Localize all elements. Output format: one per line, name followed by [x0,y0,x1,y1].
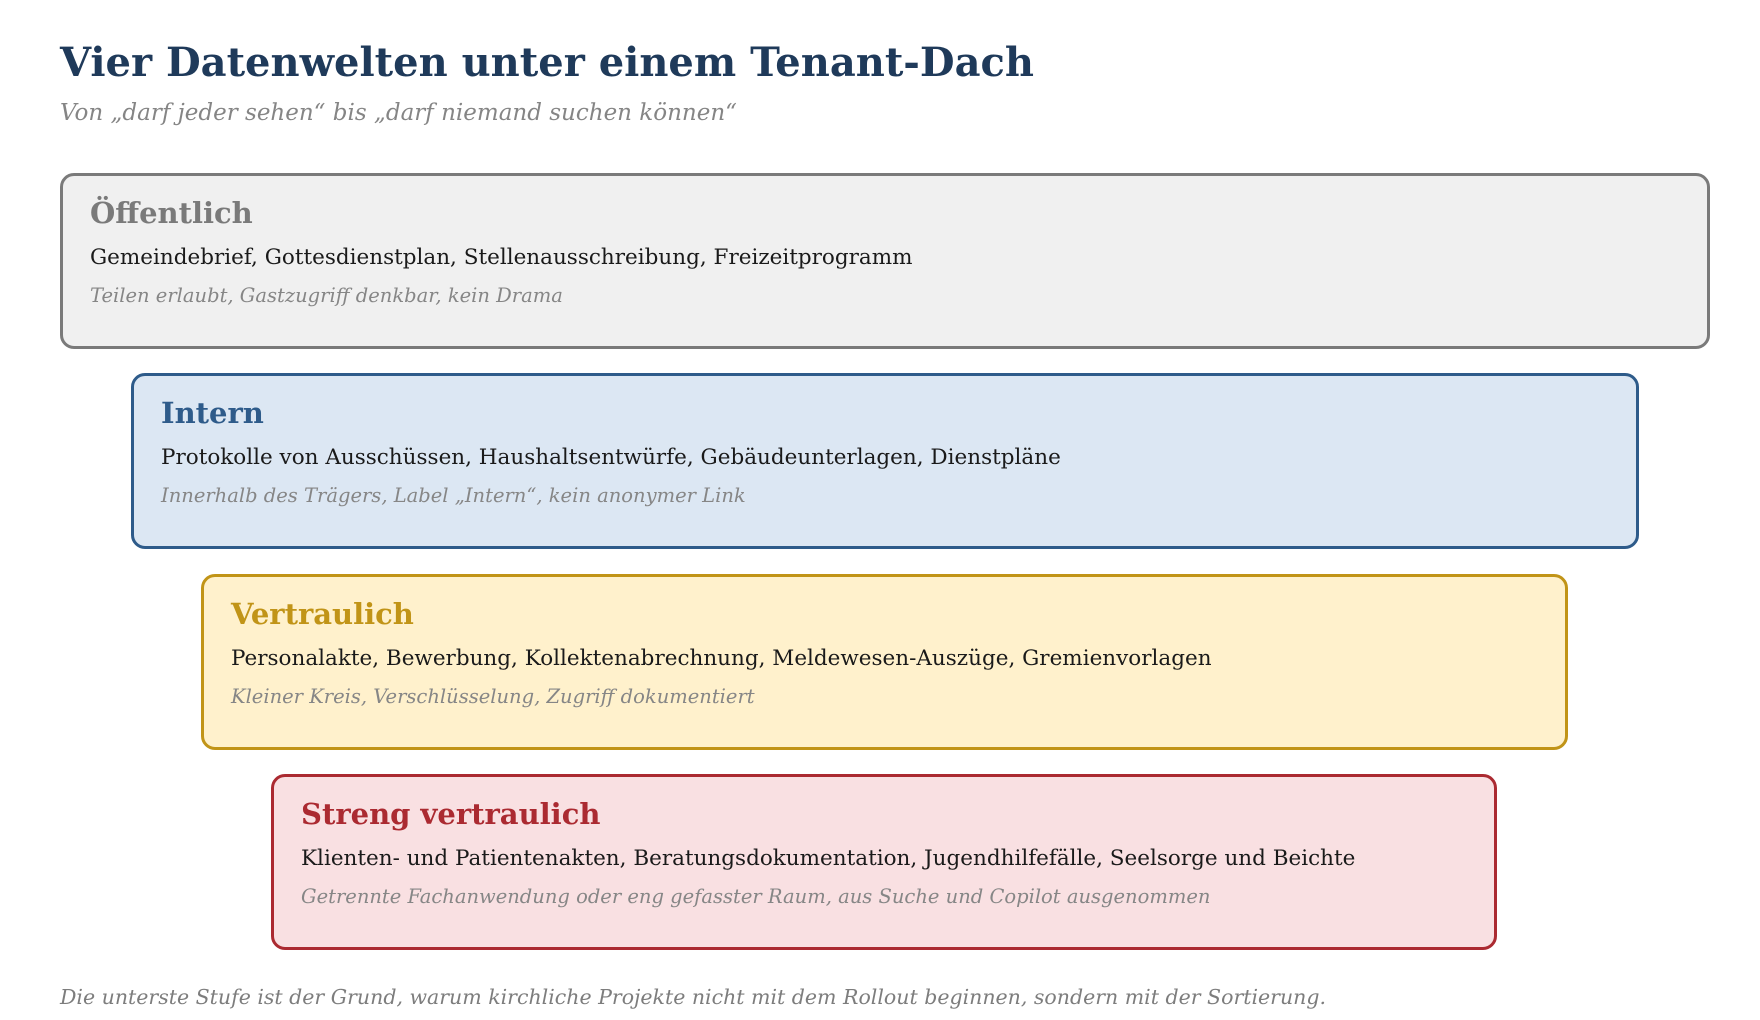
tier-internal [131,373,1639,549]
tier-examples: Gemeindebrief, Gottesdienstplan, Stellenausschreibung, Freizeitprogramm [90,245,913,270]
tier-confidential [201,574,1568,750]
footer-note: Die unterste Stufe ist der Grund, warum kirchliche Projekte nicht mit dem Rollout beginnen, sondern mit der Sortierung. [60,985,1327,1009]
tier-title: Öffentlich [90,196,253,230]
tier-title: Streng vertraulich [301,797,601,831]
page-title: Vier Datenwelten unter einem Tenant-Dach [60,39,1034,86]
tier-examples: Personalakte, Bewerbung, Kollektenabrechnung, Meldewesen-Auszüge, Gremienvorlagen [231,646,1212,671]
tier-examples: Protokolle von Ausschüssen, Haushaltsentwürfe, Gebäudeunterlagen, Dienstpläne [161,445,1061,470]
tier-strictly-confidential [271,774,1497,950]
tier-policy: Teilen erlaubt, Gastzugriff denkbar, kein Drama [90,284,563,307]
tier-examples: Klienten- und Patientenakten, Beratungsdokumentation, Jugendhilfefälle, Seelsorge und Beichte [301,846,1356,871]
tier-policy: Kleiner Kreis, Verschlüsselung, Zugriff dokumentiert [231,685,755,708]
tier-title: Vertraulich [231,597,414,631]
tier-policy: Getrennte Fachanwendung oder eng gefasster Raum, aus Suche und Copilot ausgenommen [301,885,1211,908]
tier-public [60,173,1710,349]
tier-title: Intern [161,396,264,430]
tier-policy: Innerhalb des Trägers, Label „Intern“, kein anonymer Link [161,484,746,507]
page-subtitle: Von „darf jeder sehen“ bis „darf niemand suchen können“ [60,100,737,126]
